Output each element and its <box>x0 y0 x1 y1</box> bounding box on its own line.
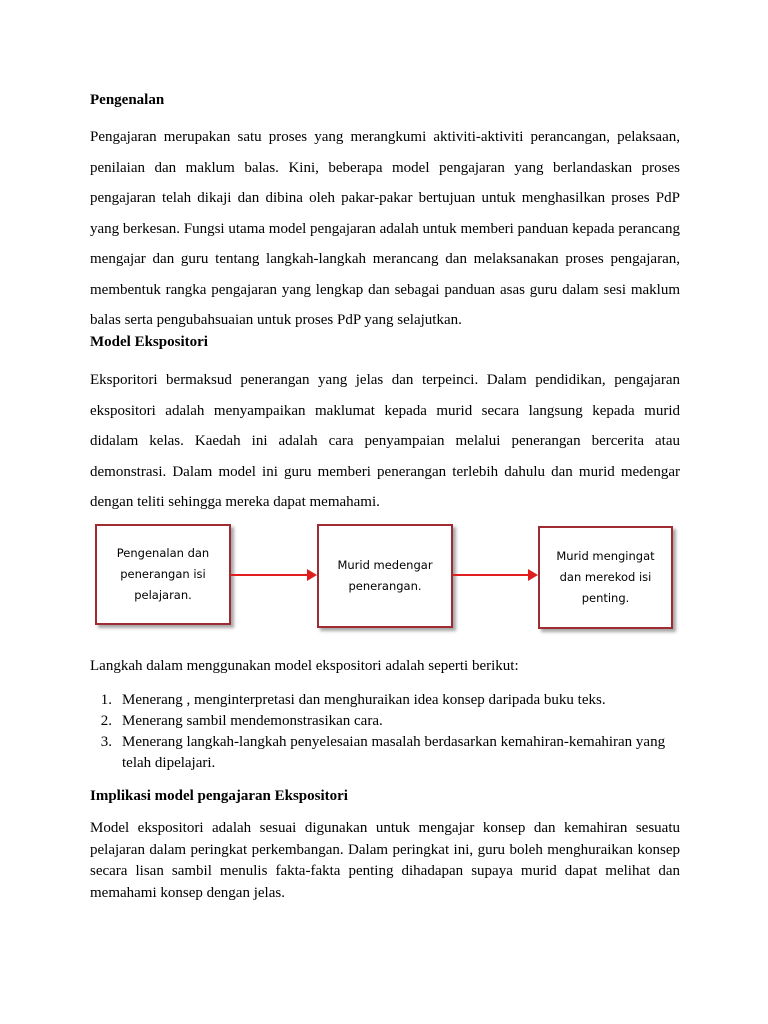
flow-arrow-1 <box>231 569 317 581</box>
flow-step-2 <box>317 524 453 628</box>
model-heading: Model Ekspositori <box>90 334 208 350</box>
list-item-number: 2. <box>100 713 112 729</box>
list-item-text: Menerang sambil mendemonstrasikan cara. <box>122 713 383 729</box>
implication-heading: Implikasi model pengajaran Ekspositori <box>90 788 348 804</box>
list-item <box>90 732 680 774</box>
flow-step-3 <box>538 526 673 629</box>
flow-arrow-2 <box>453 569 538 581</box>
list-item <box>90 690 680 711</box>
list-item-text: Menerang langkah-langkah penyelesaian masalah berdasarkan kemahiran-kemahiran yang telah dipelajari. <box>122 734 666 771</box>
list-item-text: Menerang , menginterpretasi dan menghuraikan idea konsep daripada buku teks. <box>122 692 606 708</box>
steps-intro: Langkah dalam menggunakan model ekspositori adalah seperti berikut: <box>90 658 519 674</box>
intro-paragraph: Pengajaran merupakan satu proses yang merangkumi aktiviti-aktiviti perancangan, pelaksaan, penilaian dan maklum balas. Kini, beberapa model pengajaran yang berlandaskan proses pengajaran telah dikaji dan dibina oleh pakar-pakar bertujuan untuk menghasilkan proses PdP yang berkesan. Fungsi utama model pengajaran adalah untuk memberi panduan kepada perancang mengajar dan guru tentang langkah-langkah merancang dan melaksanakan proses pengajaran, membentuk rangka pengajaran yang lengkap dan sebagai panduan asas guru dalam sesi maklum balas serta pengubahsuaian untuk proses PdP yang selajutkan. <box>90 129 680 328</box>
intro-heading: Pengenalan <box>90 92 165 108</box>
list-item-number: 3. <box>100 734 112 750</box>
list-item-number: 1. <box>100 692 112 708</box>
flow-step-1 <box>95 524 231 625</box>
implication-paragraph: Model ekspositori adalah sesuai digunakan untuk mengajar konsep dan kemahiran sesuatu pelajaran dalam peringkat perkembangan. Dalam peringkat ini, guru boleh menghuraikan konsep secara lisan sambil menulis fakta-fakta penting dihadapan supaya murid dapat melihat dan memahami konsep dengan jelas. <box>90 820 680 901</box>
list-item <box>90 711 680 732</box>
flow-step-3-label: Murid mengingat dan merekod isi penting. <box>556 549 655 605</box>
flow-step-1-label: Pengenalan dan penerangan isi pelajaran. <box>116 546 210 602</box>
flow-step-2-label: Murid medengar penerangan. <box>337 558 433 593</box>
steps-list <box>90 690 680 774</box>
model-paragraph: Eksporitori bermaksud penerangan yang jelas dan terpeinci. Dalam pendidikan, pengajaran ekspositori adalah menyampaikan maklumat kepada murid secara langsung kepada murid didalam kelas. Kaedah ini adalah cara penyampaian melalui penerangan bercerita atau demonstrasi. Dalam model ini guru memberi penerangan terlebih dahulu dan murid medengar dengan teliti sehingga mereka dapat memahami. <box>90 372 680 510</box>
